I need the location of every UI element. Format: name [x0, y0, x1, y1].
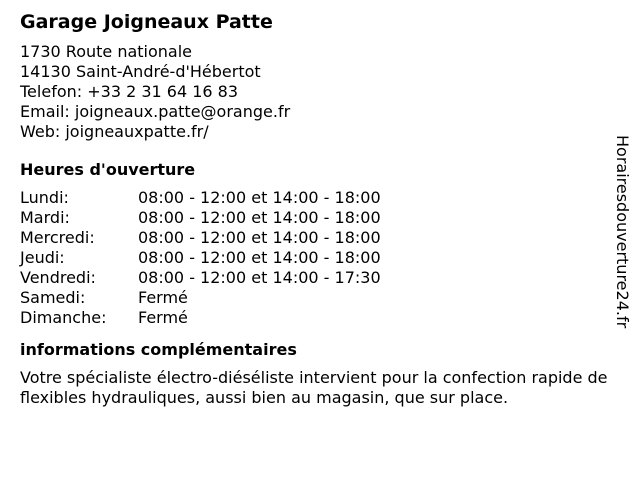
- hours-row-samedi: [20, 288, 610, 308]
- address-city: 14130 Saint-André-d'Hébertot: [20, 62, 261, 81]
- hours-day-label: Dimanche:: [20, 308, 107, 327]
- email-address: Email: joigneaux.patte@orange.fr: [20, 102, 291, 121]
- hours-day-label: Jeudi:: [20, 248, 65, 267]
- hours-row-lundi: [20, 188, 610, 208]
- opening-hours-heading: Heures d'ouverture: [20, 160, 196, 179]
- hours-row-mercredi: [20, 228, 610, 248]
- hours-time-value: 08:00 - 12:00 et 14:00 - 18:00: [138, 248, 381, 267]
- address-street: 1730 Route nationale: [20, 42, 193, 61]
- website: Web: joigneauxpatte.fr/: [20, 122, 209, 141]
- site-watermark: Horairesdouverture24.fr: [613, 135, 632, 329]
- hours-time-value: 08:00 - 12:00 et 14:00 - 18:00: [138, 228, 381, 247]
- hours-day-label: Vendredi:: [20, 268, 96, 287]
- hours-day-label: Samedi:: [20, 288, 86, 307]
- hours-time-value: Fermé: [138, 308, 188, 327]
- hours-day-label: Lundi:: [20, 188, 69, 207]
- business-name: Garage Joigneaux Patte: [20, 11, 273, 33]
- hours-time-value: 08:00 - 12:00 et 14:00 - 18:00: [138, 208, 381, 227]
- hours-row-jeudi: [20, 248, 610, 268]
- hours-row-vendredi: [20, 268, 610, 288]
- phone-number: Telefon: +33 2 31 64 16 83: [20, 82, 239, 101]
- hours-time-value: 08:00 - 12:00 et 14:00 - 18:00: [138, 188, 381, 207]
- business-info-card: [20, 10, 610, 408]
- hours-row-dimanche: [20, 308, 610, 328]
- additional-info-heading: informations complémentaires: [20, 340, 297, 359]
- hours-time-value: Fermé: [138, 288, 188, 307]
- opening-hours-list: [20, 188, 610, 328]
- hours-row-mardi: [20, 208, 610, 228]
- hours-day-label: Mercredi:: [20, 228, 95, 247]
- hours-time-value: 08:00 - 12:00 et 14:00 - 17:30: [138, 268, 381, 287]
- additional-info-text: Votre spécialiste électro-diéséliste intervient pour la confection rapide de flexibles hydrauliques, aussi bien au magasin, que sur place.: [20, 368, 608, 407]
- hours-day-label: Mardi:: [20, 208, 70, 227]
